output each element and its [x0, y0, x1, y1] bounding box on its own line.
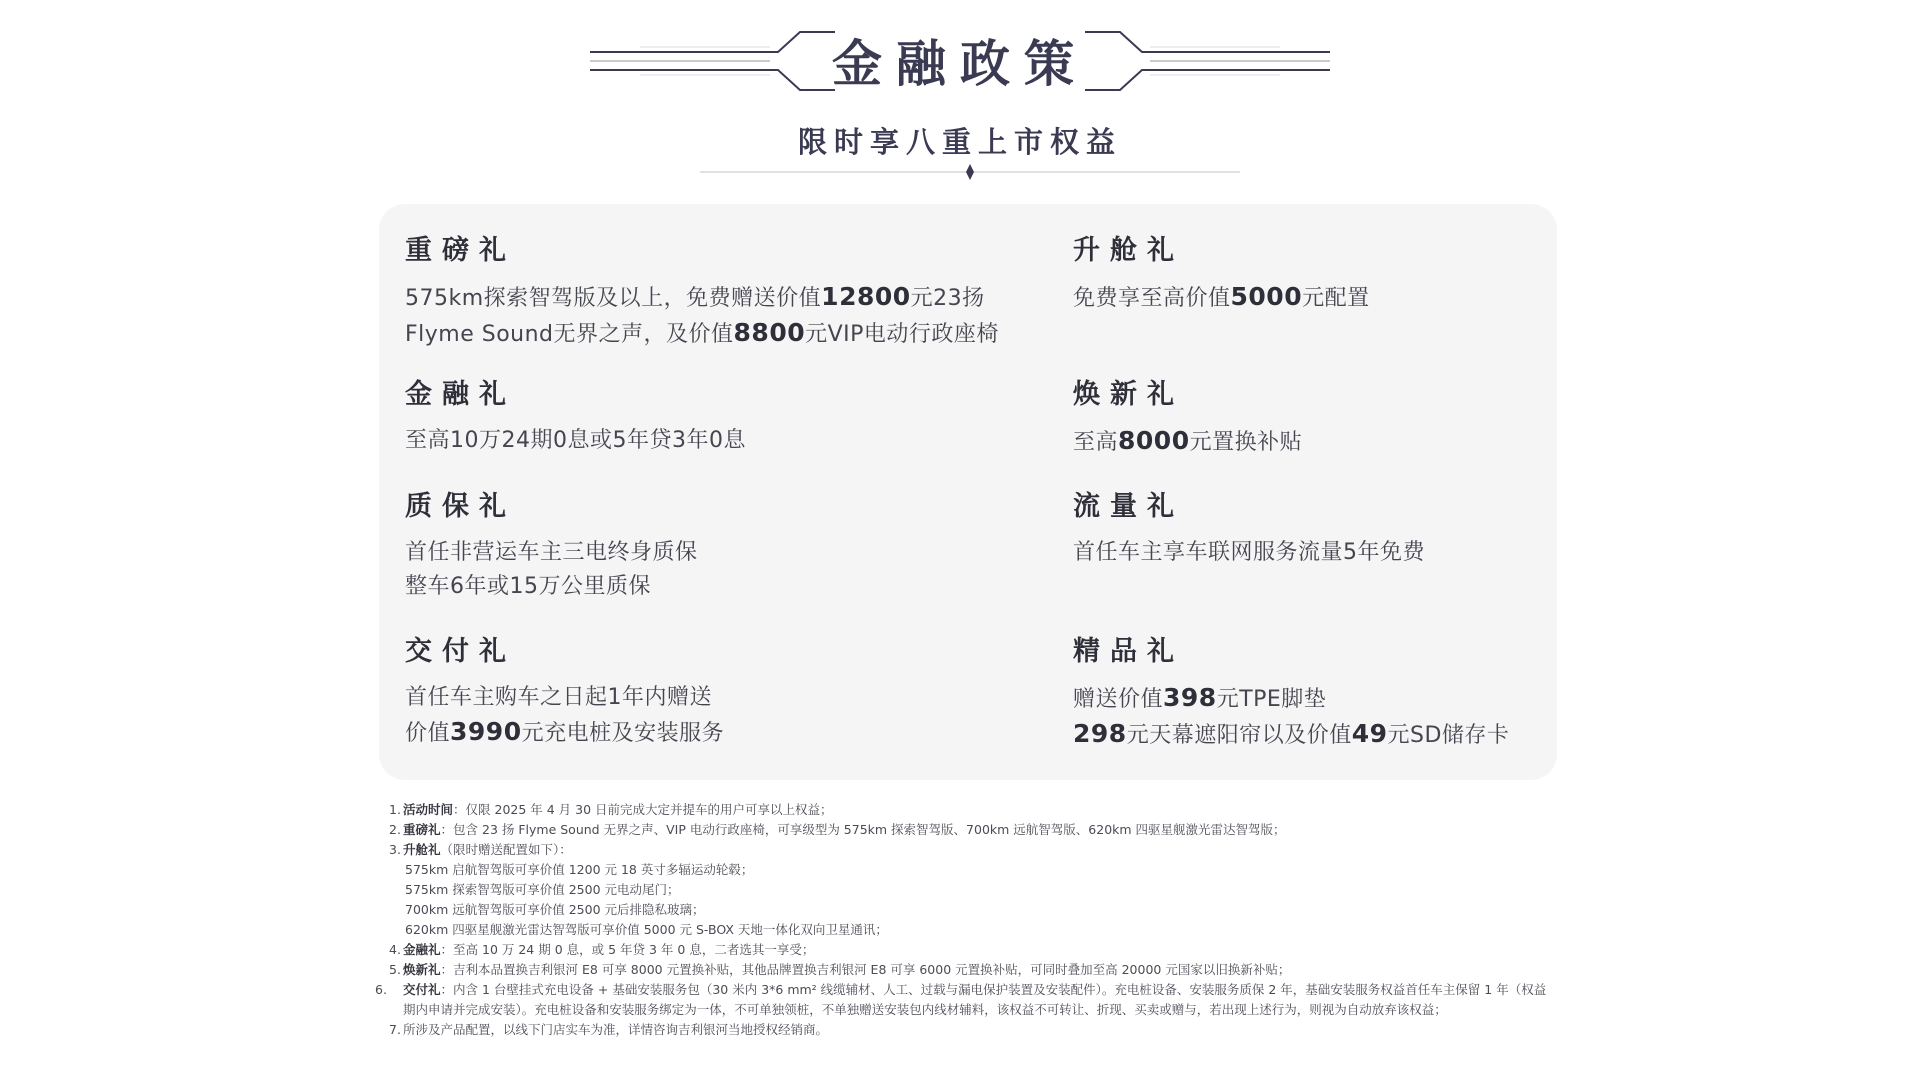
benefit-text: 首任非营运车主三电终身质保: [405, 540, 698, 565]
benefit-amount: 49: [1351, 719, 1388, 748]
footnote: [389, 840, 1549, 860]
benefit-text: 元SD储存卡: [1387, 723, 1510, 748]
footnote-text: 575km 探索智驾版可享价值 2500 元电动尾门；: [405, 882, 680, 897]
benefit-title: 质保礼: [405, 491, 516, 522]
footnote-number: 2.: [389, 822, 401, 837]
benefit-block: [1073, 635, 1509, 753]
footnote-number: 6.: [375, 982, 387, 997]
benefit-line: [1073, 280, 1370, 316]
footnote-text: 575km 启航智驾版可享价值 1200 元 18 英寸多辐运动轮毂；: [405, 862, 754, 877]
footnote-text: 620km 四驱星舰激光雷达智驾版可享价值 5000 元 S-BOX 天地一体化双向卫星通讯；: [405, 922, 888, 937]
benefit-title: 焕新礼: [1073, 379, 1184, 410]
benefit-line: [405, 316, 999, 352]
benefit-title: 交付礼: [405, 636, 516, 667]
benefit-block: [405, 378, 746, 458]
footnote: [389, 1020, 1549, 1040]
benefit-text: 至高: [1073, 430, 1119, 455]
benefit-line: [405, 424, 746, 458]
benefit-title: 金融礼: [405, 379, 516, 410]
benefit-text: 元配置: [1302, 286, 1370, 311]
footnote-number: 4.: [389, 942, 401, 957]
footnote-number: 1.: [389, 802, 401, 817]
benefit-block: [405, 635, 724, 751]
benefit-text: 575km探索智驾版及以上，免费赠送价值: [405, 286, 822, 311]
benefit-text: 首任车主享车联网服务流量5年免费: [1073, 540, 1425, 565]
footnote: [389, 940, 1549, 960]
benefit-text: 元天幕遮阳帘以及价值: [1126, 723, 1352, 748]
benefit-amount: 12800: [821, 282, 911, 311]
footnote: [389, 900, 1549, 920]
benefit-line: [405, 681, 724, 715]
benefit-block: [1073, 234, 1370, 316]
benefit-text: 元TPE脚垫: [1216, 687, 1327, 712]
footnote-number: 7.: [389, 1022, 401, 1037]
benefit-line: [405, 536, 698, 570]
benefit-block: [1073, 490, 1425, 570]
benefit-title: 流量礼: [1073, 491, 1184, 522]
footnote-number: 5.: [389, 962, 401, 977]
benefit-text: 赠送价值: [1073, 687, 1164, 712]
benefit-text: 元充电桩及安装服务: [521, 721, 725, 746]
benefit-text: Flyme Sound无界之声，及价值: [405, 322, 734, 347]
footnote-label: 金融礼: [403, 942, 441, 957]
footnote-text: 700km 远航智驾版可享价值 2500 元后排隐私玻璃；: [405, 902, 705, 917]
header: [0, 0, 1920, 190]
benefit-text: 至高10万24期0息或5年贷3年0息: [405, 428, 746, 453]
benefit-block: [1073, 378, 1302, 460]
benefits-card: [379, 204, 1557, 780]
benefit-line: [1073, 424, 1302, 460]
footnote-text: 所涉及产品配置，以线下门店实车为准，详情咨询吉利银河当地授权经销商。: [403, 1022, 829, 1037]
benefit-line: [1073, 717, 1509, 753]
benefit-line: [405, 570, 698, 604]
benefit-title: 精品礼: [1073, 636, 1184, 667]
benefit-line: [405, 715, 724, 751]
footnote-text: ：吉利本品置换吉利银河 E8 可享 8000 元置换补贴，其他品牌置换吉利银河 E8 可享 6000 元置换补贴，可同时叠加至高 20000 元国家以旧换新补贴；: [440, 962, 1291, 977]
footnote-label: 交付礼: [403, 982, 441, 997]
benefit-line: [1073, 681, 1509, 717]
benefit-title: 升舱礼: [1073, 235, 1184, 266]
benefit-amount: 5000: [1230, 282, 1303, 311]
footnote: [375, 980, 1549, 1020]
footnote-text: ：至高 10 万 24 期 0 息，或 5 年贷 3 年 0 息，二者选其一享受；: [440, 942, 815, 957]
page-title: 金融政策: [832, 35, 1088, 93]
benefit-text: 元置换补贴: [1189, 430, 1303, 455]
benefit-line: [1073, 536, 1425, 570]
benefit-title: 重磅礼: [405, 235, 516, 266]
benefit-text: 整车6年或15万公里质保: [405, 574, 651, 599]
footnote-label: 重磅礼: [403, 822, 441, 837]
benefit-amount: 8800: [733, 318, 806, 347]
footnote-text: ：包含 23 扬 Flyme Sound 无界之声、VIP 电动行政座椅，可享级型为 575km 探索智驾版、700km 远航智驾版、620km 四驱星舰激光雷达智驾版；: [440, 822, 1286, 837]
footnote: [389, 880, 1549, 900]
footnote: [389, 820, 1549, 840]
benefit-amount: 398: [1163, 683, 1217, 712]
benefit-block: [405, 234, 999, 352]
benefit-text: 元23扬: [910, 286, 985, 311]
footnote: [389, 800, 1549, 820]
benefit-amount: 298: [1073, 719, 1127, 748]
footnote: [389, 960, 1549, 980]
benefit-amount: 8000: [1118, 426, 1190, 455]
footnote-text: ：仅限 2025 年 4 月 30 日前完成大定并提车的用户可享以上权益；: [453, 802, 833, 817]
footnote-number: 3.: [389, 842, 401, 857]
benefit-block: [405, 490, 698, 604]
benefit-text: 免费享至高价值: [1073, 286, 1231, 311]
footnote-text: （限时赠送配置如下）：: [440, 842, 572, 857]
footnote-label: 升舱礼: [403, 842, 441, 857]
benefit-line: [405, 280, 999, 316]
footnote-text: ：内含 1 台壁挂式充电设备 + 基础安装服务包（30 米内 3*6 mm² 线缆辅材、人工、过载与漏电保护装置及安装配件）。充电桩设备、安装服务质保 2 年，基础安装服务权益首任车主保留 1 年（权益期内申请并完成安装）。充电桩设备和安装服务绑定为一体，不可单独领桩，不单独赠送安装包内线材辅料，该权益不可转让、折现、买卖或赠与，若出现上述行为，则视为自动放弃该权益；: [403, 982, 1547, 1017]
benefit-text: 首任车主购车之日起1年内赠送: [405, 685, 712, 710]
footnote-label: 活动时间: [403, 802, 454, 817]
benefit-text: 价值: [405, 721, 451, 746]
footnote: [389, 920, 1549, 940]
footnotes: [375, 800, 1549, 1040]
footnote-label: 焕新礼: [403, 962, 441, 977]
footnote: [389, 860, 1549, 880]
benefit-text: 元VIP电动行政座椅: [805, 322, 999, 347]
page-subtitle: 限时享八重上市权益: [797, 125, 1122, 159]
benefit-amount: 3990: [450, 717, 522, 746]
